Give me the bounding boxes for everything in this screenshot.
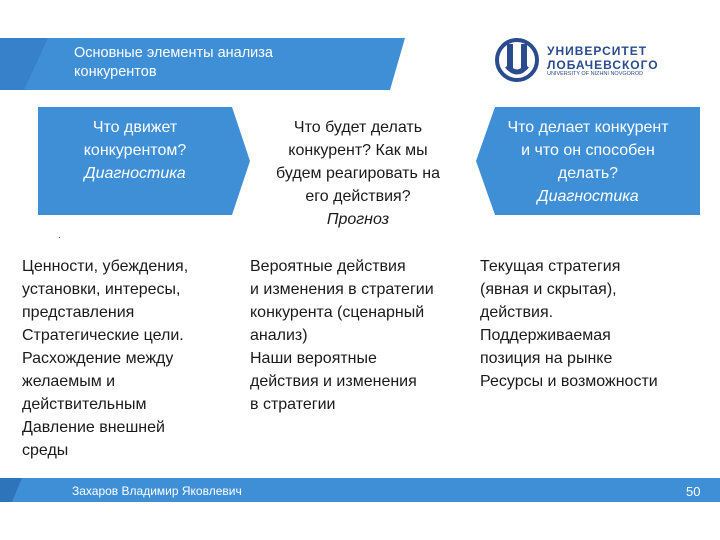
card-line: Что делает конкурент [507, 119, 669, 136]
column-line: установки, интересы, [22, 281, 181, 298]
logo-text-line2: ЛОБАЧЕВСКОГО [547, 58, 659, 72]
card-line: конкурент? Как мы [288, 142, 428, 159]
column-line: Наши вероятные [250, 350, 377, 367]
card-line: делать? [557, 165, 619, 182]
card-line: Что движет [92, 119, 178, 136]
card-line: будем реагировать на [276, 165, 440, 182]
page-title-line1: Основные элементы анализа [74, 45, 273, 61]
column-line: Вероятные действия [250, 258, 406, 275]
column-line: желаемым и [22, 373, 116, 390]
column-line: конкурента (сценарный [250, 304, 425, 321]
card-what-will-do [246, 116, 470, 231]
column-line: действительным [22, 396, 147, 413]
card-line: его действия? [305, 188, 411, 205]
column-line: Текущая стратегия [480, 258, 621, 275]
column-line: действия. [480, 304, 554, 321]
column-line: (явная и скрытая), [480, 281, 617, 298]
column-line: Ресурсы и возможности [480, 373, 658, 390]
card-subtitle: Диагностика [537, 188, 639, 205]
card-line: конкурентом? [83, 142, 187, 159]
card-what-drives [38, 116, 232, 185]
footer-author: Захаров Владимир Яковлевич [72, 484, 242, 498]
card-line: Что будет делать [293, 119, 423, 136]
column-forecast [250, 255, 475, 416]
column-line: Расхождение между [22, 350, 174, 367]
column-line: анализ) [250, 327, 308, 344]
column-line: среды [22, 442, 69, 459]
card-what-does [476, 116, 700, 208]
column-line: позиция на рынке [480, 350, 613, 367]
column-current [480, 255, 705, 393]
column-line: Стратегические цели. [22, 327, 184, 344]
column-line: действия и изменения [250, 373, 417, 390]
page-number: 50 [686, 484, 701, 499]
card-line: и что он способен [521, 142, 655, 159]
card-subtitle: Прогноз [326, 211, 390, 228]
column-line: и изменения в стратегии [250, 281, 434, 298]
column-line: представления [22, 304, 135, 321]
stray-dot: . [58, 230, 61, 241]
column-line: в стратегии [250, 396, 336, 413]
column-drivers [22, 255, 237, 462]
page-title-line2: конкурентов [74, 64, 157, 80]
column-line: Ценности, убеждения, [22, 258, 189, 275]
column-line: Поддерживаемая [480, 327, 611, 344]
logo-text-line1: УНИВЕРСИТЕТ [547, 44, 648, 58]
column-line: Давление внешней [22, 419, 165, 436]
card-subtitle: Диагностика [84, 165, 186, 182]
logo-text-line3: UNIVERSITY OF NIZHNI NOVGOROD [547, 71, 644, 77]
